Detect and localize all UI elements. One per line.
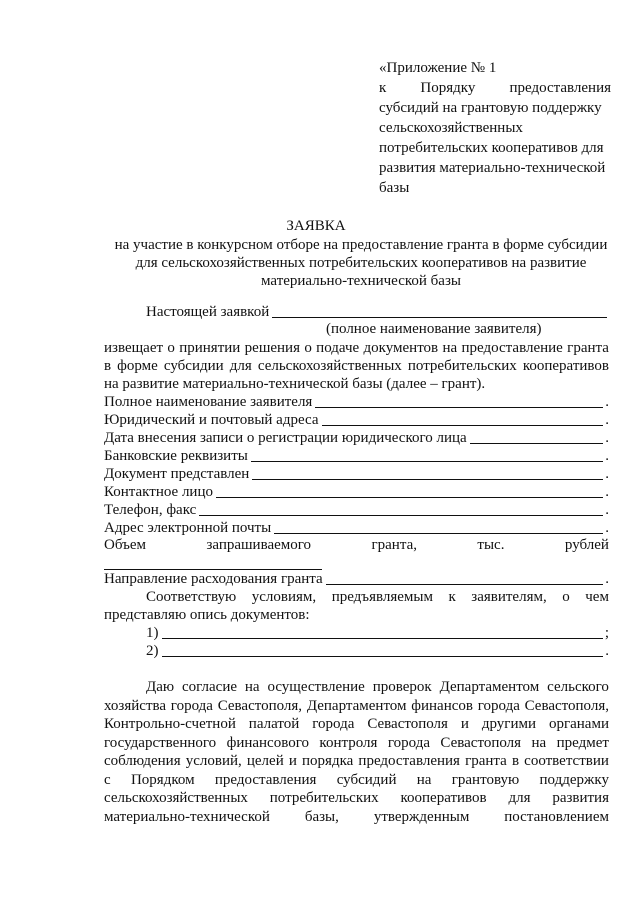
field-phone-fax: Телефон, факс . bbox=[104, 502, 609, 518]
word: города bbox=[387, 734, 430, 751]
word: города bbox=[477, 697, 520, 714]
word: в bbox=[511, 753, 520, 769]
text-row: на развитие материально-технической базы (далее – грант). bbox=[104, 376, 486, 392]
word: соответствии bbox=[524, 753, 609, 769]
text-row bbox=[104, 789, 609, 808]
field-full-name: Полное наименование заявителя . bbox=[104, 394, 609, 410]
word: материально-технической bbox=[104, 808, 270, 825]
appendix-header bbox=[379, 58, 611, 198]
word: форме bbox=[117, 358, 158, 374]
word: кооперативов bbox=[400, 790, 487, 806]
word: контроля bbox=[319, 734, 378, 751]
doc-item: 1) ; bbox=[146, 625, 609, 641]
word: для bbox=[508, 790, 531, 806]
word: постановлением bbox=[504, 808, 609, 825]
field-bank-details: Банковские реквизиты . bbox=[104, 448, 609, 464]
appendix-line: субсидий на грантовую поддержку bbox=[379, 100, 602, 116]
word: предмет bbox=[556, 734, 609, 751]
word: сельскохозяйственных bbox=[104, 790, 248, 806]
direction-blank[interactable] bbox=[326, 583, 604, 585]
appendix-line: потребительских кооперативов для bbox=[379, 140, 604, 156]
word: на bbox=[442, 340, 458, 356]
word: города bbox=[170, 697, 213, 714]
word: осуществление bbox=[267, 679, 365, 695]
docs-intro-word: заявителям, bbox=[471, 589, 547, 605]
docs-intro-tail: представляю опись документов: bbox=[104, 607, 310, 623]
text-row bbox=[104, 697, 609, 716]
word: Севастополя, bbox=[217, 697, 303, 714]
field-address: Юридический и почтовый адреса . bbox=[104, 412, 609, 428]
word: о bbox=[304, 340, 312, 356]
word: сельскохозяйственных bbox=[257, 358, 402, 374]
word: хозяйства bbox=[104, 697, 167, 714]
field-email: Адрес электронной почты . bbox=[104, 520, 609, 536]
word: потребительских bbox=[407, 358, 517, 374]
word: субсидии bbox=[163, 358, 224, 374]
appendix-line: базы bbox=[379, 180, 410, 196]
field-blank[interactable] bbox=[274, 532, 603, 534]
word: и bbox=[460, 716, 469, 732]
appendix-line-justified: к Порядку предоставления bbox=[379, 80, 611, 96]
word: другими bbox=[481, 716, 537, 732]
field-contact-person: Контактное лицо . bbox=[104, 484, 609, 500]
intro-line bbox=[104, 303, 609, 321]
intro-label: Настоящей заявкой bbox=[146, 304, 270, 320]
amount-blank-line bbox=[104, 552, 609, 570]
word: утвержденным bbox=[373, 808, 470, 825]
word: потребительских bbox=[269, 790, 379, 806]
word: извещает bbox=[104, 340, 164, 356]
word: гранта bbox=[465, 753, 507, 769]
docs-intro-word: условиям, bbox=[251, 589, 317, 605]
word: кооперативов bbox=[522, 358, 609, 374]
doc-item-blank[interactable] bbox=[162, 655, 604, 657]
docs-intro-word: Соответствую bbox=[146, 589, 237, 605]
appendix-line: развития материально-технической bbox=[379, 160, 606, 176]
field-blank[interactable] bbox=[315, 406, 603, 408]
word: предоставления bbox=[214, 771, 317, 788]
word: и bbox=[288, 753, 297, 769]
text-row bbox=[104, 771, 609, 790]
applicant-name-blank[interactable] bbox=[272, 316, 607, 318]
word: палатой bbox=[248, 716, 300, 732]
word: подаче bbox=[316, 340, 360, 356]
word: грантовую bbox=[451, 771, 520, 788]
direction-line: Направление расходования гранта . bbox=[104, 571, 609, 587]
word: условий, bbox=[185, 753, 242, 769]
appendix-line: «Приложение № 1 bbox=[379, 60, 497, 76]
field-blank[interactable] bbox=[252, 478, 603, 480]
word: поддержку bbox=[539, 771, 609, 788]
word: финансового bbox=[226, 734, 309, 751]
docs-intro-line bbox=[146, 588, 609, 606]
word: соблюдения bbox=[104, 753, 181, 769]
word: города bbox=[312, 716, 355, 732]
doc-item: 2) . bbox=[146, 643, 609, 659]
docs-intro-word: предъявляемым bbox=[331, 589, 433, 605]
text-row bbox=[104, 715, 609, 734]
word: предоставление bbox=[461, 340, 563, 356]
word: для bbox=[229, 358, 252, 374]
word: предоставления bbox=[358, 753, 460, 769]
word: в bbox=[104, 358, 112, 374]
word: Департаментом bbox=[306, 697, 407, 714]
word: целей bbox=[246, 753, 284, 769]
amount-word: Объем bbox=[104, 537, 146, 553]
word: Контрольно-счетной bbox=[104, 716, 236, 732]
word: гранта bbox=[567, 340, 609, 356]
field-blank[interactable] bbox=[322, 424, 604, 426]
word: документов bbox=[363, 340, 439, 356]
word: сельского bbox=[547, 679, 609, 695]
word: Порядком bbox=[130, 771, 195, 788]
amount-word: рублей bbox=[564, 537, 609, 553]
word: на bbox=[244, 679, 260, 695]
word: решения bbox=[244, 340, 300, 356]
consent-paragraph bbox=[104, 678, 609, 826]
word: субсидий bbox=[336, 771, 397, 788]
word: согласие bbox=[181, 679, 238, 695]
docs-intro-word: чем bbox=[585, 589, 609, 605]
text-row bbox=[104, 678, 609, 697]
text-row bbox=[104, 752, 609, 771]
docs-intro-word: о bbox=[562, 589, 570, 605]
word: принятии bbox=[179, 340, 241, 356]
word: Даю bbox=[146, 679, 175, 695]
docs-intro-word: к bbox=[448, 589, 456, 605]
word: базы, bbox=[304, 808, 339, 825]
document-title: ЗАЯВКА bbox=[286, 218, 346, 234]
word: на bbox=[531, 734, 547, 751]
word: порядка bbox=[302, 753, 354, 769]
intro-hint: (полное наименование заявителя) bbox=[326, 321, 542, 337]
amount-word: запрашиваемого bbox=[206, 537, 312, 553]
field-registration-date: Дата внесения записи о регистрации юридического лица . bbox=[104, 430, 609, 446]
amount-blank[interactable] bbox=[104, 555, 322, 570]
word: на bbox=[416, 771, 432, 788]
appendix-line: сельскохозяйственных bbox=[379, 120, 523, 136]
field-blank[interactable] bbox=[199, 514, 603, 516]
amount-word: тыс. bbox=[477, 537, 505, 553]
field-blank[interactable] bbox=[251, 460, 603, 462]
field-blank[interactable] bbox=[470, 442, 604, 444]
doc-item-blank[interactable] bbox=[162, 637, 603, 639]
word: о bbox=[167, 340, 175, 356]
word: финансов bbox=[411, 697, 473, 714]
intro-paragraph bbox=[104, 339, 609, 393]
text-row bbox=[104, 339, 609, 357]
text-row bbox=[104, 734, 609, 753]
word: государственного bbox=[104, 734, 217, 751]
text-row bbox=[104, 808, 609, 827]
field-blank[interactable] bbox=[216, 496, 603, 498]
word: Севастополя bbox=[367, 716, 448, 732]
word: Севастополя, bbox=[524, 697, 609, 714]
field-document: Документ представлен . bbox=[104, 466, 609, 482]
word: проверок bbox=[372, 679, 432, 695]
word: Департаментом bbox=[439, 679, 540, 695]
word: Севастополя bbox=[440, 734, 522, 751]
word: органами bbox=[548, 716, 609, 732]
word: с bbox=[104, 771, 111, 788]
word: развития bbox=[552, 790, 609, 806]
text-row bbox=[104, 357, 609, 375]
amount-word: гранта, bbox=[371, 537, 417, 553]
document-subtitle: на участие в конкурсном отборе на предоставление гранта в форме субсидии для сельскохозяйственных потребительских кооперативов на развитие материально-технической базы bbox=[114, 237, 608, 289]
